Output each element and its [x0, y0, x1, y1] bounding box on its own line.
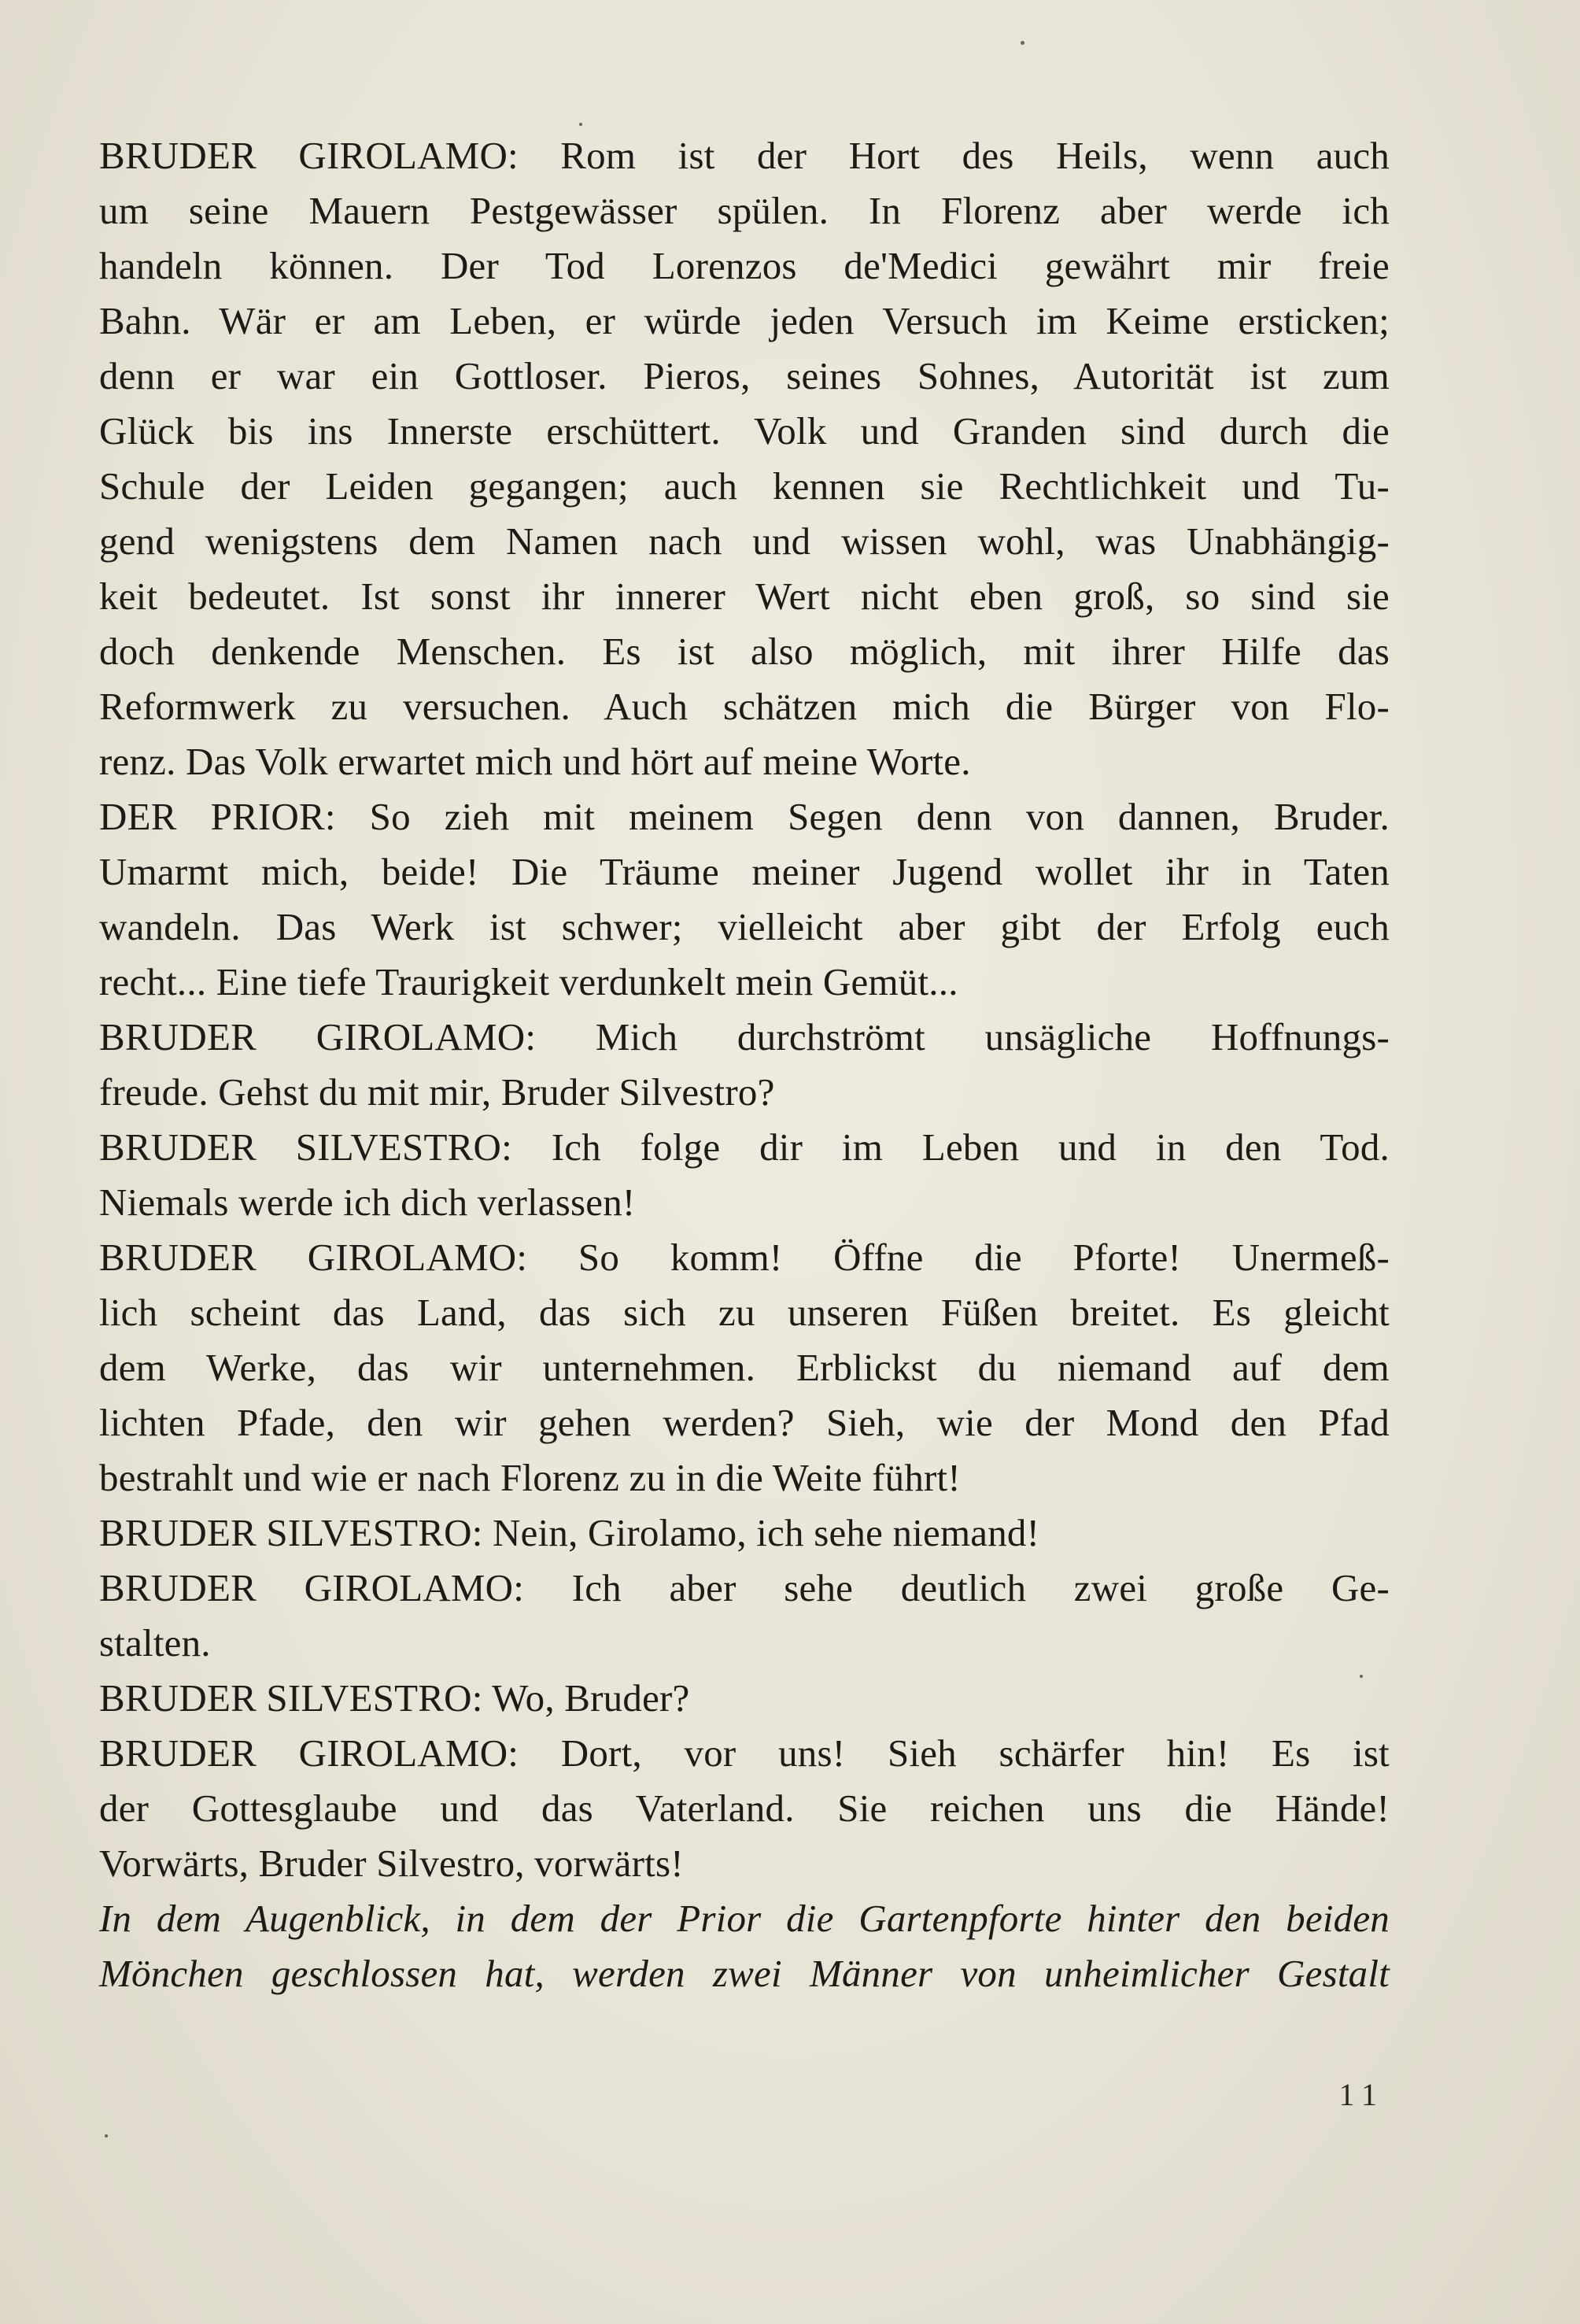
text-line: BRUDER SILVESTRO: Wo, Bruder?: [99, 1676, 690, 1720]
paper-speck: [579, 123, 582, 126]
text-line: doch denkende Menschen. Es ist also möglich, mit ihrer Hilfe das: [99, 630, 1390, 673]
text-line: lich scheint das Land, das sich zu unseren Füßen breitet. Es gleicht: [99, 1291, 1390, 1334]
text-line: denn er war ein Gottloser. Pieros, seines Sohnes, Autorität ist zum: [99, 354, 1390, 397]
text-line: dem Werke, das wir unternehmen. Erblickst du niemand auf dem: [99, 1346, 1390, 1389]
text-line: recht... Eine tiefe Traurigkeit verdunkelt mein Gemüt...: [99, 960, 958, 1003]
text-line: BRUDER GIROLAMO: Dort, vor uns! Sieh schärfer hin! Es ist: [99, 1731, 1390, 1775]
text-line: BRUDER GIROLAMO: Rom ist der Hort des Heils, wenn auch: [99, 134, 1390, 177]
text-line: keit bedeutet. Ist sonst ihr innerer Wert nicht eben groß, so sind sie: [99, 575, 1390, 618]
paper-speck: [1021, 41, 1024, 45]
page-number: 11: [1338, 2077, 1385, 2112]
text-line: Bahn. Wär er am Leben, er würde jeden Versuch im Keime ersticken;: [99, 299, 1390, 342]
text-line: freude. Gehst du mit mir, Bruder Silvestro?: [99, 1070, 775, 1114]
paper-speck: [105, 2134, 108, 2137]
text-line: BRUDER SILVESTRO: Nein, Girolamo, ich sehe niemand!: [99, 1511, 1040, 1554]
text-line: BRUDER SILVESTRO: Ich folge dir im Leben und in den Tod.: [99, 1125, 1390, 1169]
text-line: BRUDER GIROLAMO: So komm! Öffne die Pforte! Unermeß-: [99, 1236, 1390, 1279]
text-line: DER PRIOR: So zieh mit meinem Segen denn von dannen, Bruder.: [99, 795, 1390, 838]
page-body-text: [99, 128, 1390, 2001]
text-line: lichten Pfade, den wir gehen werden? Sieh, wie der Mond den Pfad: [99, 1401, 1390, 1444]
text-line: renz. Das Volk erwartet mich und hört auf meine Worte.: [99, 740, 971, 783]
text-line: gend wenigstens dem Namen nach und wissen wohl, was Unabhängig-: [99, 519, 1390, 563]
text-line: Vorwärts, Bruder Silvestro, vorwärts!: [99, 1842, 684, 1885]
text-line: bestrahlt und wie er nach Florenz zu in die Weite führt!: [99, 1456, 961, 1499]
text-line: Reformwerk zu versuchen. Auch schätzen mich die Bürger von Flo-: [99, 685, 1390, 728]
text-line: Schule der Leiden gegangen; auch kennen sie Rechtlichkeit und Tu-: [99, 464, 1390, 508]
text-line: Glück bis ins Innerste erschüttert. Volk und Granden sind durch die: [99, 409, 1390, 453]
text-line: um seine Mauern Pestgewässer spülen. In Florenz aber werde ich: [99, 189, 1390, 232]
text-line: Niemals werde ich dich verlassen!: [99, 1180, 636, 1224]
text-line: handeln können. Der Tod Lorenzos de'Medici gewährt mir freie: [99, 244, 1390, 287]
text-line: BRUDER GIROLAMO: Ich aber sehe deutlich zwei große Ge-: [99, 1566, 1390, 1609]
stage-direction-line: In dem Augenblick, in dem der Prior die Gartenpforte hinter den beiden: [99, 1897, 1390, 1940]
text-line: Umarmt mich, beide! Die Träume meiner Jugend wollet ihr in Taten: [99, 850, 1390, 893]
text-line: BRUDER GIROLAMO: Mich durchströmt unsägliche Hoffnungs-: [99, 1015, 1390, 1059]
text-line: stalten.: [99, 1621, 211, 1664]
text-line: wandeln. Das Werk ist schwer; vielleicht aber gibt der Erfolg euch: [99, 905, 1390, 948]
text-line: der Gottesglaube und das Vaterland. Sie reichen uns die Hände!: [99, 1786, 1390, 1830]
stage-direction-line: Mönchen geschlossen hat, werden zwei Männer von unheimlicher Gestalt: [99, 1952, 1390, 1995]
